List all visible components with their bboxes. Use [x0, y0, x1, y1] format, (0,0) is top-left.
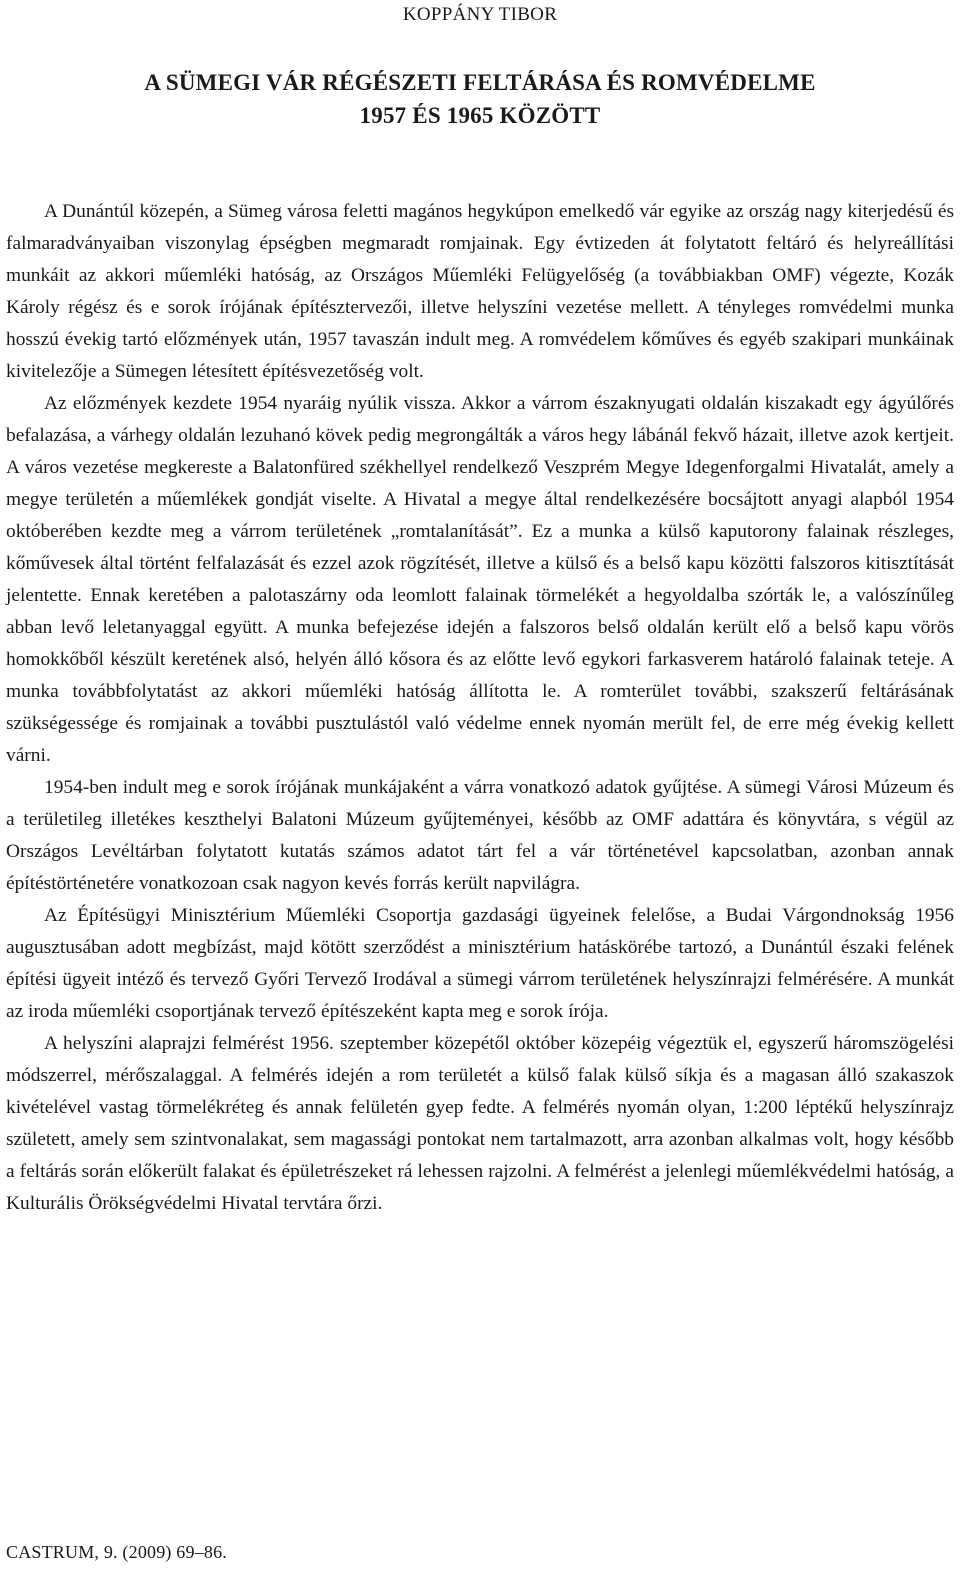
- title-line-1: A SÜMEGI VÁR RÉGÉSZETI FELTÁRÁSA ÉS ROMVÉDELME: [144, 70, 816, 95]
- paragraph-3: 1954-ben indult meg e sorok írójának munkájaként a várra vonatkozó adatok gyűjtése. A sümegi Városi Múzeum és a területileg illetékes keszthelyi Balatoni Múzeum gyűjteményei, később az OMF adattára és könyvtára, s végül az Országos Levéltárban folytatott kutatás számos adatot tárt fel a vár történetével kapcsolatban, azonban annak építéstörténetére vonatkozoan csak nagyon kevés forrás került napvilágra.: [6, 777, 954, 894]
- paragraph-2: Az előzmények kezdete 1954 nyaráig nyúlik vissza. Akkor a várrom északnyugati oldalán kiszakadt egy ágyúlőrés befalazása, a várhegy oldalán lezuhanó kövek pedig megrongálták a város hegy lábánál fekvő házait, illetve azok kertjeit. A város vezetése megkereste a Balatonfüred székhellyel rendelkező Veszprém Megye Idegenforgalmi Hivatalát, amely a megye területén a műemlékek gondját viselte. A Hivatal a megye által rendelkezésére bocsájtott anyagi alapból 1954 októberében kezdte meg a várrom területének „romtalanítását”. Ez a munka a külső kaputorony falainak részleges, kőművesek által történt felfalazását és ezzel azok rögzítését, illetve a külső és a belső kapu közötti falszoros kitisztítását jelentette. Ennak keretében a palotaszárny oda leomlott falainak törmelékét a hegyoldalba szórták le, a valószínűleg abban levő leletanyaggal együtt. A munka befejezése idején a falszoros belső oldalán került elő a belső kapu vörös homokkőből készült keretének alsó, helyén álló kősora és az előtte levő egykori farkasverem határoló falainak teteje. A munka továbbfolytatást az akkori műemléki hatóság állította le. A romterület további, szakszerű feltárásának szükségessége és romjainak a további pusztulástól való védelme ennek nyomán merült fel, de erre még évekig kellett várni.: [6, 393, 954, 766]
- paragraph-4: Az Építésügyi Minisztérium Műemléki Csoportja gazdasági ügyeinek felelőse, a Budai Várgondnokság 1956 augusztusában adott megbízást, majd kötött szerződést a minisztérium hatáskörébe tartozó, a Dunántúl északi felének építési ügyeit intéző és tervező Győri Tervező Irodával a sümegi várrom területének helyszínrajzi felmérésére. A munkát az iroda műemléki csoportjának tervező építészeként kapta meg e sorok írója.: [6, 905, 954, 1022]
- journal-citation: CASTRUM, 9. (2009) 69–86.: [6, 1542, 228, 1562]
- title-line-2: 1957 ÉS 1965 KÖZÖTT: [359, 103, 601, 128]
- paragraph-1: A Dunántúl közepén, a Sümeg városa feletti magános hegykúpon emelkedő vár egyike az ország nagy kiterjedésű és falmaradványaiban viszonylag épségben megmaradt romjainak. Egy évtizeden át folytatott feltáró és helyreállítási munkáit az akkori műemléki hatóság, az Országos Műemléki Felügyelőség (a továbbiakban OMF) végezte, Kozák Károly régész és e sorok írójának építésztervezői, illetve helyszíni vezetése mellett. A tényleges romvédelmi munka hosszú évekig tartó előzmények után, 1957 tavaszán indult meg. A romvédelem kőműves és egyéb szakipari munkáinak kivitelezője a Sümegen létesített építésvezetőség volt.: [6, 201, 954, 382]
- article-body: [6, 196, 954, 1220]
- paragraph-5: A helyszíni alaprajzi felmérést 1956. szeptember közepétől október közepéig végeztük el, egyszerű háromszögelési módszerrel, mérőszalaggal. A felmérés idején a rom területét a külső falak külső síkja és a magasan álló szakaszok kivételével vastag törmelékréteg és annak felületén gyep fedte. A felmérés nyomán olyan, 1:200 léptékű helyszínrajz született, amely sem szintvonalakat, sem magassági pontokat nem tartalmazott, arra azonban alkalmas volt, hogy később a feltárás során előkerült falakat és épületrészeket rá lehessen rajzolni. A felmérést a jelenlegi műemlékvédelmi hatóság, a Kulturális Örökségvédelmi Hivatal tervtára őrzi.: [6, 1033, 954, 1214]
- article-title: [0, 66, 960, 132]
- author-name: KOPPÁNY TIBOR: [402, 4, 558, 25]
